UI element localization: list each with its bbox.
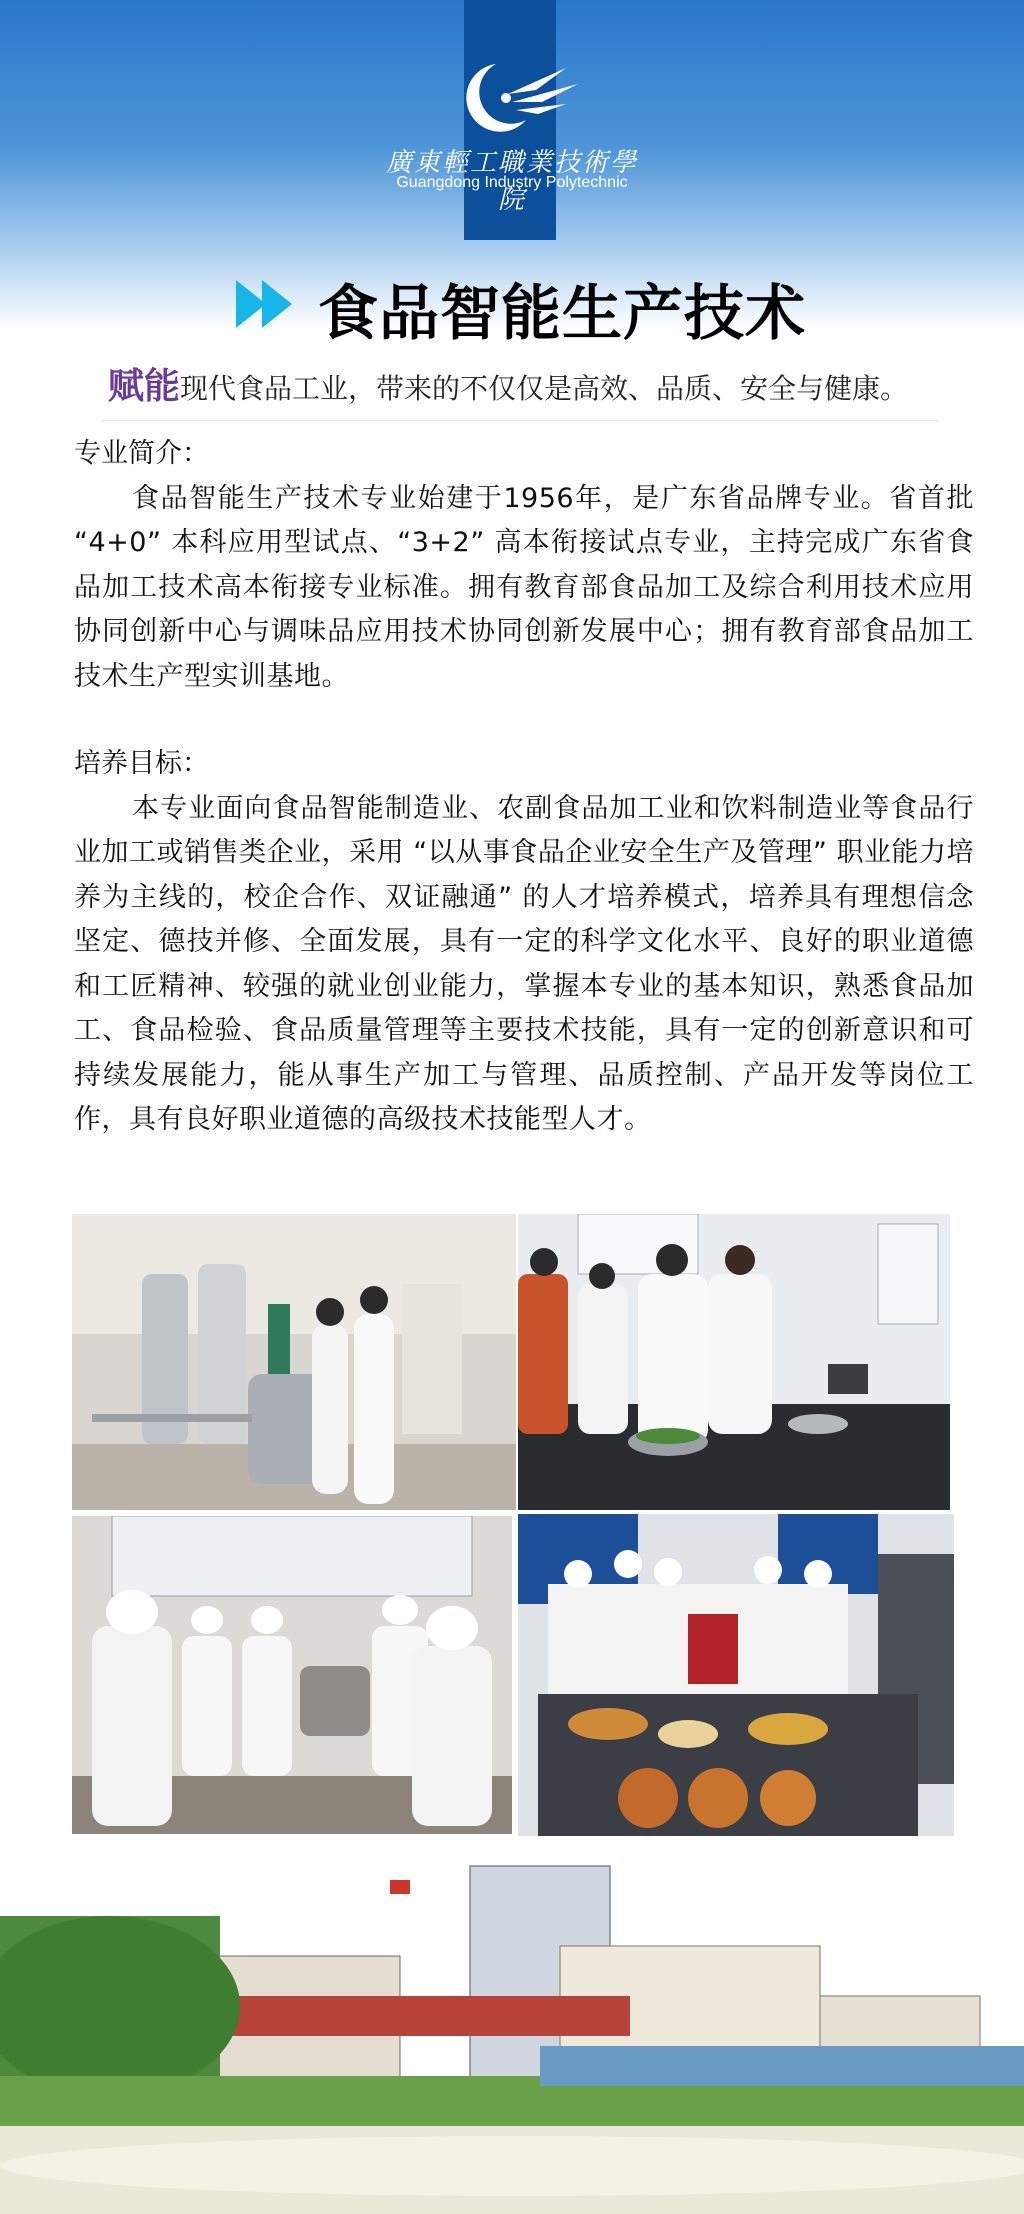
page-title: 食品智能生产技术	[318, 279, 806, 349]
school-logo-icon	[462, 54, 582, 144]
goal-body: 本专业面向食品智能制造业、农副食品加工业和饮料制造业等食品行业加工或销售类企业，采用 “以从事食品企业安全生产及管理” 职业能力培养为主线的，校企合作、双证融通” 的人才培养模式，培养具有理想信念坚定、德技并修、全面发展，具有一定的科学文化水平、良好的职业道德和工匠精神、较强的就业创业能力，掌握本专业的基本知识，熟悉食品加工、食品检验、食品质量管理等主要技术技能，具有一定的创新意识和可持续发展能力，能从事生产加工与管理、品质控制、产品开发等岗位工作，具有良好职业道德的高级技术技能型人才。	[74, 792, 974, 1135]
slogan-emphasis: 赋能	[108, 366, 181, 407]
school-name-cn: 廣東輕工職業技術學院	[385, 148, 638, 215]
lab-equipment-photo	[72, 1214, 516, 1510]
double-arrow-icon	[236, 276, 300, 332]
slogan	[108, 358, 968, 409]
slogan-text: 现代食品工业，带来的不仅仅是高效、品质、安全与健康。	[180, 372, 909, 405]
cooking-class-photo	[518, 1214, 950, 1510]
intro-section	[74, 432, 974, 699]
campus-illustration	[0, 1836, 1024, 2214]
school-name-en: Guangdong Industry Polytechnic	[396, 174, 628, 191]
baking-group-photo	[518, 1514, 954, 1840]
divider	[102, 420, 938, 421]
intro-body: 食品智能生产技术专业始建于1956年，是广东省品牌专业。省首批 “4+0” 本科应用型试点、“3+2” 高本衔接试点专业，主持完成广东省食品加工技术高本衔接专业标准。拥有教育部食品加工及综合利用技术应用协同创新中心与调味品应用技术协同创新发展中心；拥有教育部食品加工技术生产型实训基地。	[74, 482, 974, 692]
chef-training-photo	[72, 1516, 512, 1834]
goal-heading: 培养目标：	[74, 748, 209, 779]
goal-section	[74, 742, 974, 1143]
intro-heading: 专业简介：	[74, 438, 209, 469]
